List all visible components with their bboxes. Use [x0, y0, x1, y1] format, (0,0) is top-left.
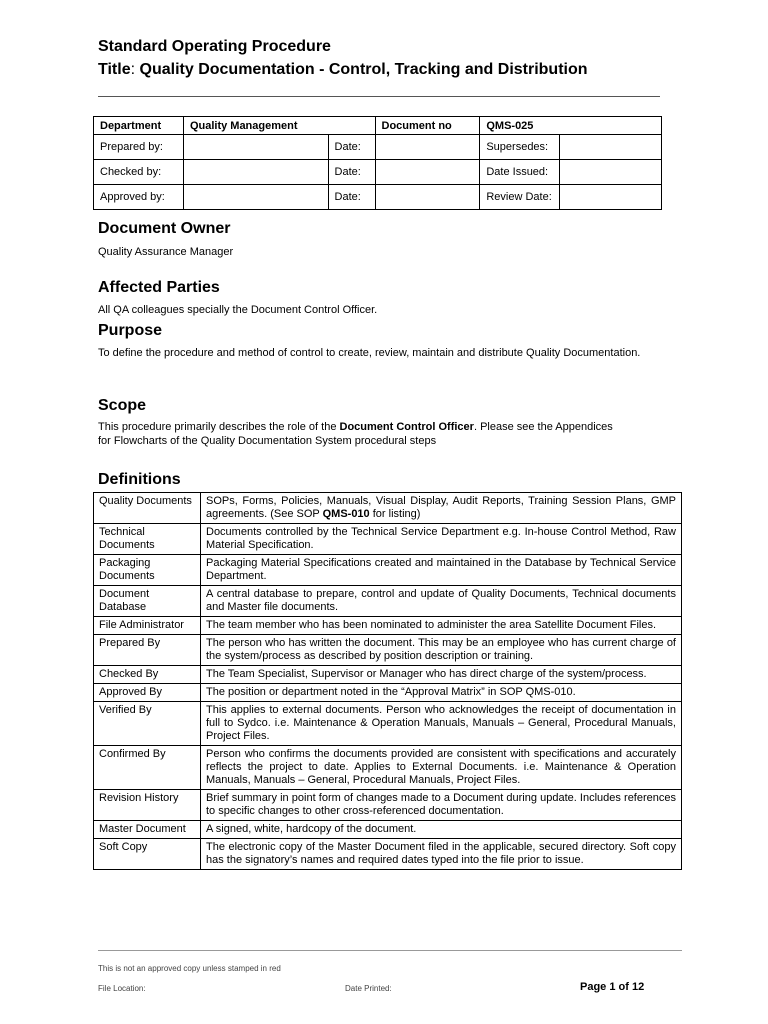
checked-date-label: Date:: [328, 160, 375, 185]
scope-text-bold: Document Control Officer: [339, 421, 474, 433]
affected-parties-heading: Affected Parties: [98, 279, 220, 296]
title-colon: :: [130, 61, 136, 78]
definition-desc: Packaging Material Specifications created and maintained in the Database by Technical Service Department.: [201, 555, 682, 586]
definition-desc: This applies to external documents. Person who acknowledges the receipt of documentation in full to Sydco. i.e. Maintenance & Operation Manuals, Manuals – General, Procedural Manuals, Project Files.: [201, 702, 682, 746]
definition-term: Prepared By: [94, 635, 201, 666]
document-type: Standard Operating Procedure: [98, 38, 331, 55]
docno-value: QMS-025: [480, 117, 662, 135]
definition-term: Soft Copy: [94, 839, 201, 870]
prepared-date-label: Date:: [328, 135, 375, 160]
definition-row: [94, 746, 682, 790]
approved-date-cell: [375, 185, 480, 210]
approved-by-label: Approved by:: [94, 185, 184, 210]
date-issued-label: Date Issued:: [480, 160, 560, 185]
definition-row: [94, 586, 682, 617]
review-date-label: Review Date:: [480, 185, 560, 210]
definition-row: [94, 635, 682, 666]
document-owner-text: Quality Assurance Manager: [98, 246, 234, 258]
definition-desc: Documents controlled by the Technical Service Department e.g. In-house Control Method, Raw Material Specification.: [201, 524, 682, 555]
definition-term: Technical Documents: [94, 524, 201, 555]
prepared-date-cell: [375, 135, 480, 160]
scope-text: [98, 420, 613, 448]
review-date-cell: [560, 185, 662, 210]
definition-desc: The Team Specialist, Supervisor or Manager who has direct charge of the system/process.: [201, 666, 682, 684]
definition-desc: The position or department noted in the “Approval Matrix” in SOP QMS-010.: [201, 684, 682, 702]
title-label: Title: [98, 61, 131, 78]
checked-by-label: Checked by:: [94, 160, 184, 185]
document-owner-heading: Document Owner: [98, 220, 231, 237]
footer-stamp-note: This is not an approved copy unless stamped in red: [98, 964, 281, 973]
definition-term: Confirmed By: [94, 746, 201, 790]
definition-term: Approved By: [94, 684, 201, 702]
definition-row: [94, 493, 682, 524]
approved-date-label: Date:: [328, 185, 375, 210]
docno-label: Document no: [375, 117, 480, 135]
definition-row: [94, 790, 682, 821]
definitions-heading: Definitions: [98, 471, 181, 488]
purpose-heading: Purpose: [98, 322, 163, 339]
definition-row: [94, 524, 682, 555]
definition-term: Packaging Documents: [94, 555, 201, 586]
checked-date-cell: [375, 160, 480, 185]
prepared-by-label: Prepared by:: [94, 135, 184, 160]
info-row-checked: [94, 160, 662, 185]
definition-term: Document Database: [94, 586, 201, 617]
definition-desc: Person who confirms the documents provided are consistent with specifications and accurately reflects the project to date. Applies to External Documents. i.e. Maintenance & Operation Manuals, Manuals – General, Procedural Manuals, Project Files.: [201, 746, 682, 790]
supersedes-label: Supersedes:: [480, 135, 560, 160]
date-issued-cell: [560, 160, 662, 185]
definition-row: [94, 617, 682, 635]
definitions-table: [93, 492, 682, 870]
scope-text-after: . Please see the Appendices: [473, 421, 613, 433]
definition-desc-after: for listing): [369, 508, 421, 520]
definition-row: [94, 839, 682, 870]
definition-desc: Brief summary in point form of changes made to a Document during update. Includes references to specific changes to other cross-referenced documentation.: [201, 790, 682, 821]
definition-desc: The electronic copy of the Master Document filed in the applicable, secured directory. Soft copy has the signatory’s names and required dates typed into the file prior to issue.: [201, 839, 682, 870]
definition-row: [94, 821, 682, 839]
document-title: [98, 61, 588, 79]
definition-desc: A signed, white, hardcopy of the document.: [201, 821, 682, 839]
footer-file-location: File Location:: [98, 984, 146, 993]
header-rule: [98, 96, 660, 97]
definition-desc: [201, 493, 682, 524]
prepared-by-cell: [183, 135, 328, 160]
scope-line-2: for Flowcharts of the Quality Documentation System procedural steps: [98, 435, 437, 447]
definition-desc: The team member who has been nominated to administer the area Satellite Document Files.: [201, 617, 682, 635]
department-label: Department: [94, 117, 184, 135]
title-text: Quality Documentation - Control, Tracking and Distribution: [135, 61, 588, 78]
footer-page-number: Page 1 of 12: [580, 981, 645, 993]
definition-row: [94, 555, 682, 586]
definition-term: Quality Documents: [94, 493, 201, 524]
affected-parties-text: All QA colleagues specially the Document Control Officer.: [98, 304, 378, 316]
definition-term: Revision History: [94, 790, 201, 821]
definition-desc: A central database to prepare, control and update of Quality Documents, Technical documents and Master file documents.: [201, 586, 682, 617]
info-row-header: [94, 117, 662, 135]
info-row-approved: [94, 185, 662, 210]
department-value: Quality Management: [183, 117, 375, 135]
definition-term: Master Document: [94, 821, 201, 839]
definition-desc-bold: QMS-010: [322, 508, 370, 520]
approved-by-cell: [183, 185, 328, 210]
definition-row: [94, 702, 682, 746]
supersedes-cell: [560, 135, 662, 160]
footer-date-printed: Date Printed:: [345, 984, 392, 993]
footer-rule: [98, 950, 682, 951]
definition-desc-before: SOPs, Forms, Policies, Manuals, Visual Display, Audit Reports, Training Session Plans, GMP agreements. (See SOP: [206, 495, 676, 520]
checked-by-cell: [183, 160, 328, 185]
definition-term: Verified By: [94, 702, 201, 746]
purpose-text: To define the procedure and method of control to create, review, maintain and distribute Quality Documentation.: [98, 347, 641, 359]
definition-term: File Administrator: [94, 617, 201, 635]
info-row-prepared: [94, 135, 662, 160]
scope-text-before: This procedure primarily describes the role of the: [98, 421, 340, 433]
definition-term: Checked By: [94, 666, 201, 684]
scope-heading: Scope: [98, 397, 147, 414]
definition-desc: The person who has written the document. This may be an employee who has current charge of the system/process as described by position description or training.: [201, 635, 682, 666]
document-info-table: [93, 116, 662, 210]
definition-row: [94, 666, 682, 684]
definition-row: [94, 684, 682, 702]
scope-line-1: [98, 420, 613, 434]
